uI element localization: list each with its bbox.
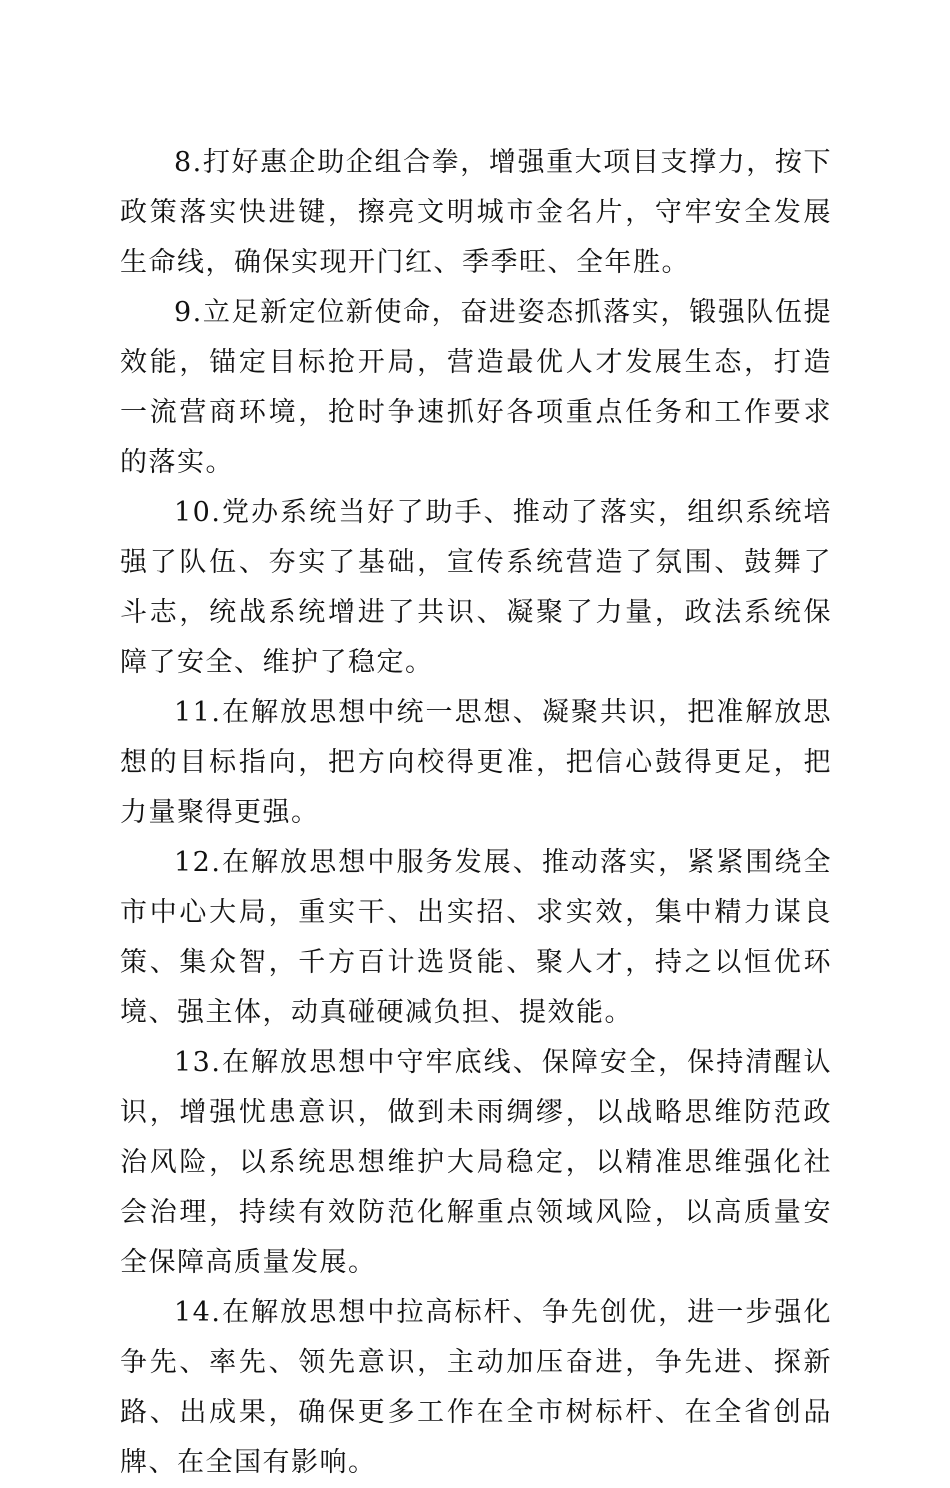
paragraph-13: 13.在解放思想中守牢底线、保障安全，保持清醒认识，增强忧患意识，做到未雨绸缪，以战略思维防范政治风险，以系统思想维护大局稳定，以精准思维强化社会治理，持续有效防范化解重点领域风险，以高质量安全保障高质量发展。 bbox=[120, 1047, 832, 1278]
paragraph-8: 8.打好惠企助企组合拳，增强重大项目支撑力，按下政策落实快进键，擦亮文明城市金名片，守牢安全发展生命线，确保实现开门红、季季旺、全年胜。 bbox=[120, 147, 832, 278]
paragraph-9: 9.立足新定位新使命，奋进姿态抓落实，锻强队伍提效能，锚定目标抢开局，营造最优人才发展生态，打造一流营商环境，抢时争速抓好各项重点任务和工作要求的落实。 bbox=[120, 297, 832, 478]
paragraph-10: 10.党办系统当好了助手、推动了落实，组织系统培强了队伍、夯实了基础，宣传系统营造了氛围、鼓舞了斗志，统战系统增进了共识、凝聚了力量，政法系统保障了安全、维护了稳定。 bbox=[120, 497, 832, 678]
paragraph-12: 12.在解放思想中服务发展、推动落实，紧紧围绕全市中心大局，重实干、出实招、求实效，集中精力谋良策、集众智，千方百计选贤能、聚人才，持之以恒优环境、强主体，动真碰硬减负担、提效能。 bbox=[120, 847, 832, 1028]
paragraph-11: 11.在解放思想中统一思想、凝聚共识，把准解放思想的目标指向，把方向校得更准，把信心鼓得更足，把力量聚得更强。 bbox=[120, 697, 832, 828]
document-body bbox=[120, 138, 832, 1488]
paragraph-14: 14.在解放思想中拉高标杆、争先创优，进一步强化争先、率先、领先意识，主动加压奋进，争先进、探新路、出成果，确保更多工作在全市树标杆、在全省创品牌、在全国有影响。 bbox=[120, 1297, 832, 1478]
